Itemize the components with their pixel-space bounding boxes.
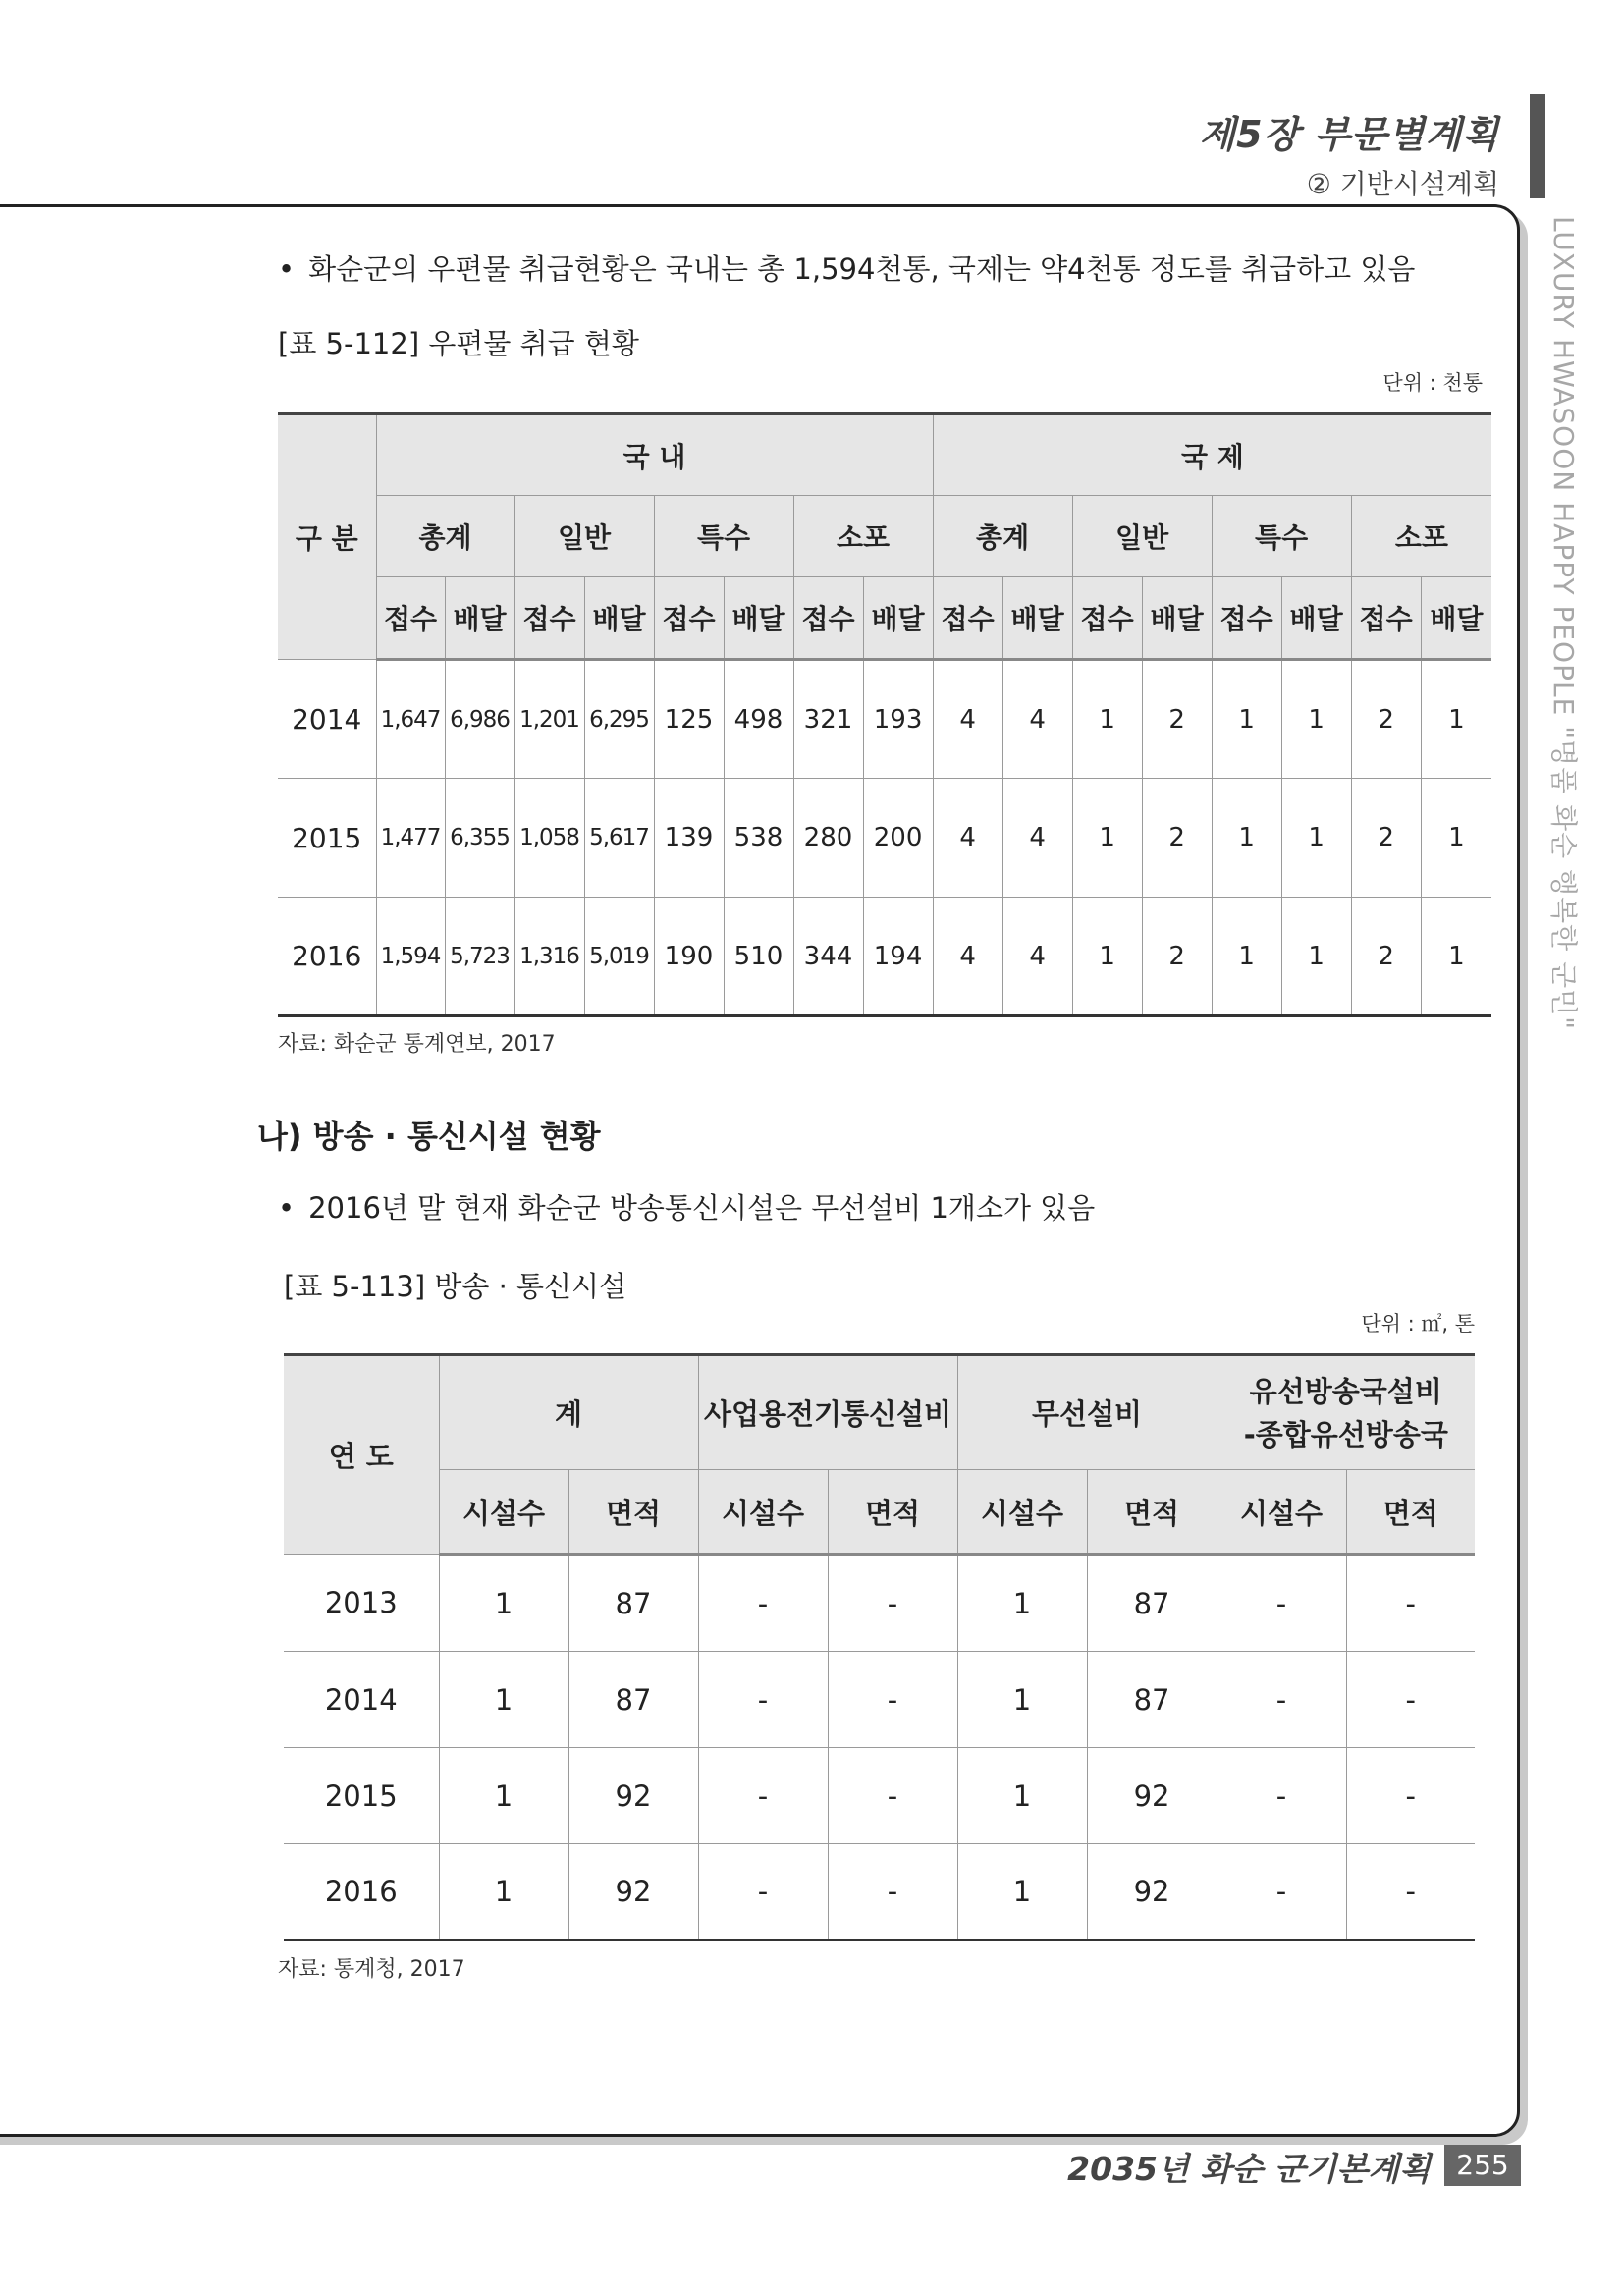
- table-cell: 6,355: [445, 779, 514, 898]
- table-cell: -: [698, 1652, 828, 1748]
- side-slogan-text: LUXURY HWASOON HAPPY PEOPLE "명품 화순 행복한 군민": [1547, 216, 1580, 1031]
- table-row: [284, 1652, 1475, 1748]
- postal-table: [278, 412, 1491, 1017]
- table-cell: 1: [439, 1844, 568, 1941]
- table-cell: -: [1217, 1652, 1346, 1748]
- postal-table-caption: [표 5-112] 우편물 취급 현황: [278, 327, 639, 360]
- header-domestic: 국 내: [376, 414, 933, 496]
- table-cell: -: [698, 1748, 828, 1844]
- header-type: 특수: [1212, 496, 1351, 577]
- table-cell: 190: [654, 898, 724, 1016]
- header-sub: 배달: [1421, 577, 1491, 660]
- table-cell: -: [1217, 1555, 1346, 1652]
- header-group: 사업용전기통신설비: [698, 1355, 957, 1470]
- header-group: 계: [439, 1355, 698, 1470]
- table-cell: 1: [1421, 898, 1491, 1016]
- table-cell: 344: [793, 898, 863, 1016]
- table-cell: 92: [1087, 1844, 1217, 1941]
- broadcast-bullet: • 2016년 말 현재 화순군 방송통신시설은 무선설비 1개소가 있음: [278, 1186, 1095, 1227]
- table-cell: 1: [1072, 779, 1142, 898]
- table-cell: 1: [1212, 660, 1281, 779]
- table-cell: -: [1217, 1844, 1346, 1941]
- table-cell: -: [828, 1748, 957, 1844]
- page-number: 255: [1444, 2145, 1521, 2186]
- table-cell: 6,295: [584, 660, 654, 779]
- header-group: [1217, 1355, 1475, 1470]
- header-group-line: 유선방송국설비: [1249, 1374, 1442, 1408]
- side-slogan: [1547, 216, 1591, 1061]
- header-sub: 배달: [1002, 577, 1072, 660]
- table-cell: 6,986: [445, 660, 514, 779]
- header-international: 국 제: [933, 414, 1491, 496]
- table-row: [284, 1844, 1475, 1941]
- header-sub: 배달: [584, 577, 654, 660]
- table-row: [278, 898, 1491, 1016]
- header-type: 일반: [514, 496, 654, 577]
- table-cell: 2: [1142, 898, 1212, 1016]
- table-cell: 125: [654, 660, 724, 779]
- table-cell: 1,058: [514, 779, 584, 898]
- table-cell: 2: [1142, 779, 1212, 898]
- table-cell: 1,647: [376, 660, 445, 779]
- table-cell: 1: [957, 1555, 1087, 1652]
- header-type: 총계: [376, 496, 514, 577]
- table-cell: 1: [439, 1652, 568, 1748]
- table-cell: 1: [1281, 660, 1351, 779]
- header-sub: 면적: [828, 1470, 957, 1555]
- header-sub: 접수: [793, 577, 863, 660]
- table-cell: 1,477: [376, 779, 445, 898]
- broadcast-source: 자료: 통계청, 2017: [278, 1957, 465, 1982]
- row-year: 2016: [284, 1844, 439, 1941]
- table-cell: 321: [793, 660, 863, 779]
- table-cell: 92: [568, 1748, 698, 1844]
- header-sub: 면적: [1087, 1470, 1217, 1555]
- table-row: [284, 1555, 1475, 1652]
- table-cell: 87: [1087, 1555, 1217, 1652]
- chapter-title: 제5장 부문별계획: [1199, 113, 1499, 156]
- header-type: 소포: [793, 496, 933, 577]
- table-cell: 280: [793, 779, 863, 898]
- table-row: [284, 1748, 1475, 1844]
- row-year: 2015: [284, 1748, 439, 1844]
- header-type: 소포: [1351, 496, 1491, 577]
- table-cell: 1: [1072, 898, 1142, 1016]
- table-cell: 538: [724, 779, 793, 898]
- header-type: 일반: [1072, 496, 1212, 577]
- header-sub: 시설수: [698, 1470, 828, 1555]
- table-cell: -: [828, 1844, 957, 1941]
- table-cell: 4: [933, 779, 1002, 898]
- table-cell: 4: [1002, 898, 1072, 1016]
- table-cell: 4: [1002, 779, 1072, 898]
- table-cell: 5,617: [584, 779, 654, 898]
- row-year: 2014: [278, 660, 376, 779]
- header-group: 무선설비: [957, 1355, 1217, 1470]
- row-year: 2015: [278, 779, 376, 898]
- row-year: 2016: [278, 898, 376, 1016]
- table-cell: 2: [1351, 660, 1421, 779]
- table-cell: 193: [863, 660, 933, 779]
- table-cell: 2: [1142, 660, 1212, 779]
- table-cell: 498: [724, 660, 793, 779]
- header-sub: 접수: [514, 577, 584, 660]
- header-sub: 배달: [1281, 577, 1351, 660]
- broadcast-table-caption: [표 5-113] 방송 · 통신시설: [284, 1270, 627, 1303]
- table-cell: 1: [1421, 779, 1491, 898]
- table-cell: 87: [568, 1652, 698, 1748]
- header-sub: 배달: [863, 577, 933, 660]
- broadcast-table: [284, 1353, 1475, 1941]
- table-cell: 1: [957, 1844, 1087, 1941]
- header-type: 특수: [654, 496, 793, 577]
- broadcast-unit: 단위 : ㎡, 톤: [1361, 1312, 1475, 1336]
- table-cell: -: [698, 1555, 828, 1652]
- table-cell: 4: [933, 660, 1002, 779]
- table-cell: 5,723: [445, 898, 514, 1016]
- table-cell: 1: [1212, 898, 1281, 1016]
- header-sub: 접수: [1351, 577, 1421, 660]
- header-sub: 접수: [376, 577, 445, 660]
- header-sub: 배달: [724, 577, 793, 660]
- table-cell: 2: [1351, 898, 1421, 1016]
- header-group-line: -종합유선방송국: [1243, 1417, 1448, 1451]
- postal-unit: 단위 : 천통: [1382, 371, 1483, 395]
- header-sub: 접수: [654, 577, 724, 660]
- table-cell: -: [1346, 1844, 1475, 1941]
- table-cell: 4: [933, 898, 1002, 1016]
- table-cell: -: [1346, 1652, 1475, 1748]
- table-cell: 510: [724, 898, 793, 1016]
- header-category: 구 분: [278, 414, 376, 660]
- table-cell: 92: [1087, 1748, 1217, 1844]
- table-cell: 87: [568, 1555, 698, 1652]
- postal-source: 자료: 화순군 통계연보, 2017: [278, 1032, 556, 1057]
- table-cell: 87: [1087, 1652, 1217, 1748]
- table-cell: 1: [957, 1652, 1087, 1748]
- table-cell: 1: [957, 1748, 1087, 1844]
- table-cell: -: [1346, 1555, 1475, 1652]
- table-cell: 5,019: [584, 898, 654, 1016]
- table-cell: -: [698, 1844, 828, 1941]
- table-cell: 92: [568, 1844, 698, 1941]
- table-cell: -: [1217, 1748, 1346, 1844]
- table-cell: 1: [439, 1748, 568, 1844]
- header-sub: 시설수: [439, 1470, 568, 1555]
- table-cell: 1: [1072, 660, 1142, 779]
- table-row: [278, 660, 1491, 779]
- header-sub: 배달: [1142, 577, 1212, 660]
- table-cell: -: [828, 1555, 957, 1652]
- table-cell: 4: [1002, 660, 1072, 779]
- header-sub: 면적: [568, 1470, 698, 1555]
- table-row: [278, 779, 1491, 898]
- table-cell: 1,201: [514, 660, 584, 779]
- table-cell: 2: [1351, 779, 1421, 898]
- section-subtitle: ② 기반시설계획: [1306, 168, 1499, 200]
- table-cell: 1: [1281, 898, 1351, 1016]
- table-cell: 1,316: [514, 898, 584, 1016]
- table-cell: 1: [1212, 779, 1281, 898]
- header-sub: 시설수: [957, 1470, 1087, 1555]
- header-sub: 배달: [445, 577, 514, 660]
- header-type: 총계: [933, 496, 1072, 577]
- footer-title: 2035년 화순 군기본계획: [1067, 2150, 1431, 2188]
- header-bar: [1530, 94, 1545, 198]
- header-sub: 접수: [1212, 577, 1281, 660]
- header-sub: 접수: [933, 577, 1002, 660]
- header-sub: 시설수: [1217, 1470, 1346, 1555]
- header-year: 연 도: [284, 1355, 439, 1555]
- table-cell: 139: [654, 779, 724, 898]
- header-sub: 면적: [1346, 1470, 1475, 1555]
- section-title: 나) 방송 · 통신시설 현황: [257, 1118, 601, 1155]
- table-cell: -: [1346, 1748, 1475, 1844]
- table-cell: 1: [1281, 779, 1351, 898]
- table-cell: 1,594: [376, 898, 445, 1016]
- table-cell: -: [828, 1652, 957, 1748]
- header-sub: 접수: [1072, 577, 1142, 660]
- table-cell: 1: [1421, 660, 1491, 779]
- table-cell: 1: [439, 1555, 568, 1652]
- table-cell: 194: [863, 898, 933, 1016]
- table-cell: 200: [863, 779, 933, 898]
- row-year: 2014: [284, 1652, 439, 1748]
- row-year: 2013: [284, 1555, 439, 1652]
- postal-bullet: • 화순군의 우편물 취급현황은 국내는 총 1,594천통, 국제는 약4천통 정도를 취급하고 있음: [278, 247, 1415, 288]
